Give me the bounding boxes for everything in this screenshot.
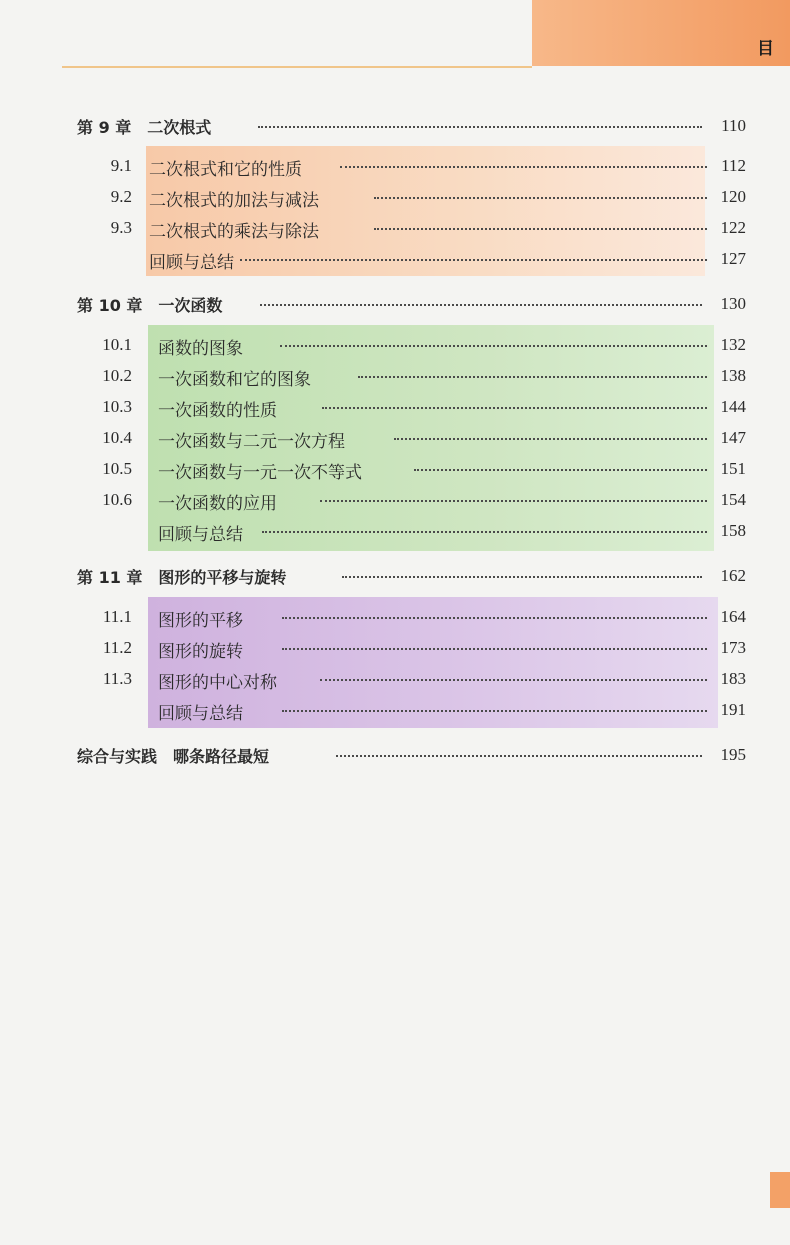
practice-entry[interactable] <box>0 740 790 770</box>
header-tab-label: 目 <box>757 39 774 59</box>
page-number: 130 <box>720 294 746 313</box>
section-title: 图形的中心对称 <box>158 673 277 693</box>
page-number: 151 <box>720 459 746 478</box>
dot-leader <box>342 576 702 578</box>
page-edge-tab <box>770 1172 790 1208</box>
section-title: 函数的图象 <box>158 339 243 359</box>
dot-leader <box>374 197 707 199</box>
practice-title: 综合与实践 哪条路径最短 <box>77 747 270 766</box>
section-title: 回顾与总结 <box>158 704 243 724</box>
page-number: 132 <box>720 335 746 354</box>
section-number: 9.1 <box>110 156 132 175</box>
page-number: 122 <box>720 218 746 237</box>
section-title: 二次根式的加法与减法 <box>149 191 319 211</box>
dot-leader <box>394 438 707 440</box>
section-10-2-entry[interactable] <box>0 361 790 391</box>
dot-leader <box>258 126 702 128</box>
page-number: 144 <box>720 397 746 416</box>
section-number: 10.6 <box>102 490 132 509</box>
dot-leader <box>320 500 707 502</box>
section-10-review-entry[interactable] <box>0 516 790 546</box>
section-11-review-entry[interactable] <box>0 695 790 725</box>
section-number: 10.3 <box>102 397 132 416</box>
dot-leader <box>282 617 707 619</box>
dot-leader <box>280 345 707 347</box>
header-tab <box>532 0 790 66</box>
page-number: 158 <box>720 521 746 540</box>
section-title: 一次函数的性质 <box>158 401 277 421</box>
chapter-title: 第 10 章 一次函数 <box>77 296 223 315</box>
page-number: 191 <box>720 700 746 719</box>
section-title: 回顾与总结 <box>149 253 234 273</box>
section-title: 图形的平移 <box>158 611 243 631</box>
dot-leader <box>240 259 707 261</box>
page-number: 110 <box>721 116 746 135</box>
section-number: 9.2 <box>110 187 132 206</box>
section-11-1-entry[interactable] <box>0 602 790 632</box>
section-9-review-entry[interactable] <box>0 244 790 274</box>
section-11-2-entry[interactable] <box>0 633 790 663</box>
page-number: 112 <box>721 156 746 175</box>
page-number: 195 <box>720 745 746 764</box>
dot-leader <box>260 304 702 306</box>
dot-leader <box>322 407 707 409</box>
dot-leader <box>340 166 707 168</box>
page-number: 154 <box>720 490 746 509</box>
page-number: 127 <box>720 249 746 268</box>
section-10-5-entry[interactable] <box>0 454 790 484</box>
section-number: 10.2 <box>102 366 132 385</box>
section-10-4-entry[interactable] <box>0 423 790 453</box>
dot-leader <box>282 648 707 650</box>
section-number: 11.1 <box>102 607 132 626</box>
page-number: 173 <box>720 638 746 657</box>
section-number: 11.2 <box>102 638 132 657</box>
section-title: 一次函数和它的图象 <box>158 370 311 390</box>
section-9-1-entry[interactable] <box>0 151 790 181</box>
section-9-2-entry[interactable] <box>0 182 790 212</box>
section-number: 10.5 <box>102 459 132 478</box>
chapter-11-entry[interactable] <box>0 561 790 591</box>
section-title: 图形的旋转 <box>158 642 243 662</box>
dot-leader <box>374 228 707 230</box>
section-title: 一次函数的应用 <box>158 494 277 514</box>
section-title: 回顾与总结 <box>158 525 243 545</box>
dot-leader <box>414 469 707 471</box>
section-title: 二次根式和它的性质 <box>149 160 302 180</box>
dot-leader <box>282 710 707 712</box>
page-number: 138 <box>720 366 746 385</box>
chapter-9-entry[interactable] <box>0 111 790 141</box>
section-10-6-entry[interactable] <box>0 485 790 515</box>
section-10-1-entry[interactable] <box>0 330 790 360</box>
page-number: 147 <box>720 428 746 447</box>
dot-leader <box>320 679 707 681</box>
chapter-title: 第 11 章 图形的平移与旋转 <box>77 568 287 587</box>
page-number: 164 <box>720 607 746 626</box>
page-number: 183 <box>720 669 746 688</box>
page-number: 162 <box>720 566 746 585</box>
section-title: 一次函数与一元一次不等式 <box>158 463 362 483</box>
section-title: 二次根式的乘法与除法 <box>149 222 319 242</box>
section-11-3-entry[interactable] <box>0 664 790 694</box>
section-number: 10.4 <box>102 428 132 447</box>
section-number: 10.1 <box>102 335 132 354</box>
chapter-10-entry[interactable] <box>0 289 790 319</box>
section-9-3-entry[interactable] <box>0 213 790 243</box>
section-number: 9.3 <box>110 218 132 237</box>
chapter-title: 第 9 章 二次根式 <box>77 118 212 137</box>
section-10-3-entry[interactable] <box>0 392 790 422</box>
header-rule <box>62 66 532 68</box>
page-number: 120 <box>720 187 746 206</box>
dot-leader <box>262 531 707 533</box>
dot-leader <box>358 376 707 378</box>
dot-leader <box>336 755 702 757</box>
section-title: 一次函数与二元一次方程 <box>158 432 345 452</box>
section-number: 11.3 <box>102 669 132 688</box>
